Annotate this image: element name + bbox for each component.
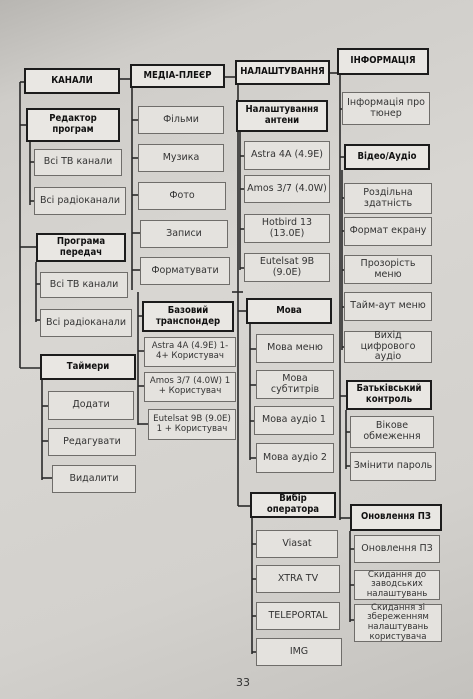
menu-item-add: Додати: [48, 391, 134, 420]
menu-header-media-player: МЕДІА-ПЛЕЄР: [130, 64, 225, 88]
menu-item-software-update: Оновлення ПЗ: [354, 535, 440, 563]
menu-item-menu-timeout: Тайм-аут меню: [344, 292, 432, 321]
submenu-header-antenna-settings: Налаштування антени: [236, 100, 328, 132]
menu-item-subtitle-language: Мова субтитрів: [256, 370, 334, 399]
menu-item-astra: Astra 4A (4.9E): [244, 141, 330, 170]
menu-item-menu-language: Мова меню: [256, 334, 334, 363]
menu-item-format: Форматувати: [140, 257, 230, 285]
menu-item-recordings: Записи: [140, 220, 228, 248]
menu-item-photo: Фото: [138, 182, 226, 210]
menu-item-all-tv-channels-guide: Всі ТВ канали: [40, 272, 128, 298]
menu-item-change-password: Змінити пароль: [350, 452, 436, 481]
submenu-header-timers: Таймери: [40, 354, 136, 380]
menu-item-all-radio-channels: Всі радіоканали: [34, 187, 126, 215]
menu-item-eutelsat: Eutelsat 9B (9.0E): [244, 253, 330, 282]
menu-header-settings: НАЛАШТУВАННЯ: [235, 60, 330, 85]
menu-item-hotbird: Hotbird 13 (13.0E): [244, 214, 330, 243]
menu-item-all-tv-channels: Всі ТВ канали: [34, 149, 122, 176]
menu-item-digital-audio-output: Вихід цифрового аудіо: [344, 331, 432, 363]
submenu-header-parental-control: Батьківський контроль: [346, 380, 432, 410]
menu-item-reset-keep-user-settings: Скидання зі збереженням налаштувань користувача: [354, 604, 442, 642]
submenu-header-operator-choice: Вибір оператора: [250, 492, 336, 518]
submenu-header-language: Мова: [246, 298, 332, 324]
menu-item-audio-language-1: Мова аудіо 1: [254, 406, 334, 435]
menu-item-music: Музика: [138, 144, 224, 172]
menu-item-teleportal: TELEPORTAL: [256, 602, 340, 630]
menu-item-audio-language-2: Мова аудіо 2: [256, 443, 334, 473]
menu-item-img: IMG: [256, 638, 342, 666]
menu-item-menu-transparency: Прозорість меню: [344, 255, 432, 284]
menu-item-xtra-tv: XTRA TV: [256, 565, 340, 593]
submenu-header-video-audio: Відео/Аудіо: [344, 144, 430, 170]
menu-item-eutelsat-transponder: Eutelsat 9B (9.0E) 1 + Користувач: [148, 409, 236, 440]
menu-item-screen-format: Формат екрану: [344, 217, 432, 246]
menu-header-information: ІНФОРМАЦІЯ: [337, 48, 429, 75]
submenu-header-software-update: Оновлення ПЗ: [350, 504, 442, 531]
menu-item-edit: Редагувати: [48, 428, 136, 456]
menu-item-amos: Amos 3/7 (4.0W): [244, 175, 330, 203]
menu-item-delete: Видалити: [52, 465, 136, 493]
menu-item-viasat: Viasat: [256, 530, 338, 558]
menu-item-all-radio-channels-guide: Всі радіоканали: [40, 309, 132, 337]
menu-item-amos-transponder: Amos 3/7 (4.0W) 1 + Користувач: [144, 372, 236, 402]
submenu-header-base-transponder: Базовий транспондер: [142, 301, 234, 332]
menu-item-factory-reset: Скидання до заводських налаштувань: [354, 570, 440, 600]
menu-item-age-restriction: Вікове обмеження: [350, 416, 434, 448]
menu-item-resolution: Роздільна здатність: [344, 183, 432, 214]
menu-item-movies: Фільми: [138, 106, 224, 134]
menu-item-astra-transponder: Astra 4A (4.9E) 1-4+ Користувач: [144, 337, 236, 367]
page-number: 33: [236, 676, 250, 689]
submenu-header-program-guide: Програма передач: [36, 233, 126, 262]
menu-item-tuner-info: Інформація про тюнер: [342, 92, 430, 125]
menu-header-channels: КАНАЛИ: [24, 68, 120, 94]
submenu-header-program-editor: Редактор програм: [26, 108, 120, 142]
